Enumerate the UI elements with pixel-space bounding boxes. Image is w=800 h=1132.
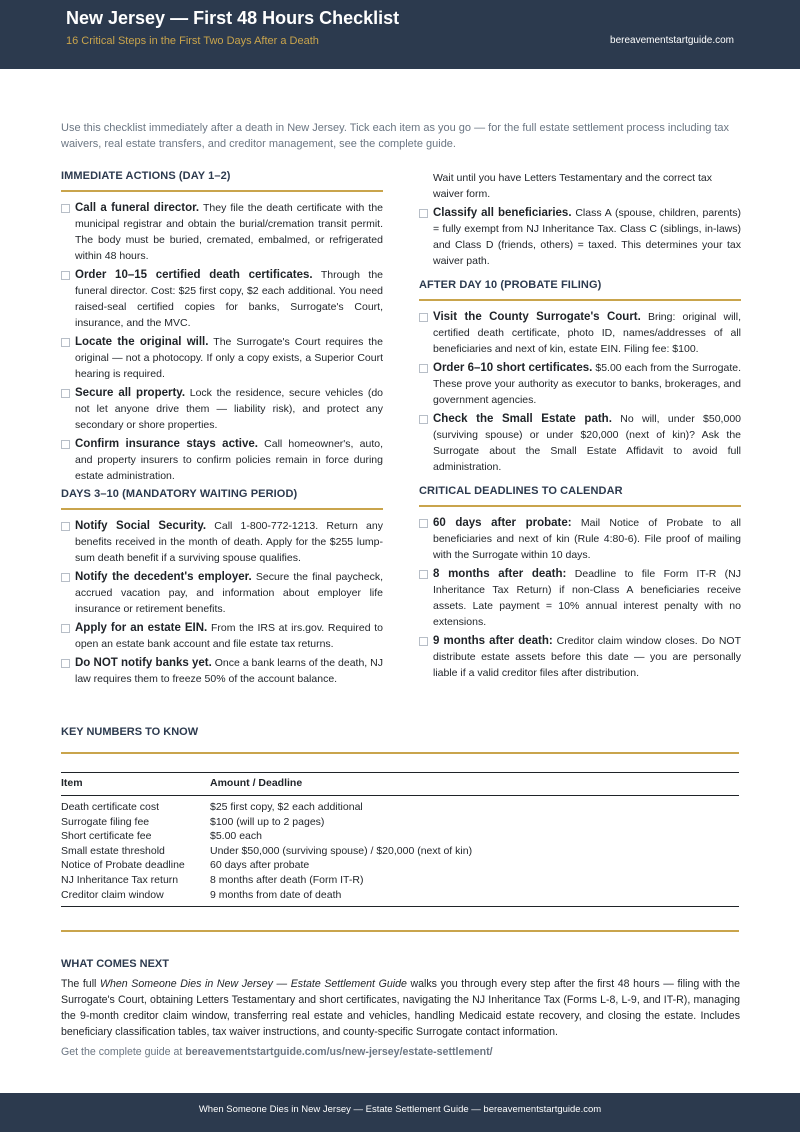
guide-link-line [61, 1046, 493, 1058]
table-cell-item: Small estate threshold [61, 844, 165, 857]
table-cell-amount: $5.00 each [210, 830, 262, 843]
checkbox[interactable] [61, 659, 70, 668]
item-lead: Do NOT notify banks yet. [75, 657, 212, 669]
checklist-item[interactable] [61, 620, 383, 652]
item-lead: Apply for an estate EIN. [75, 622, 208, 634]
checklist-item[interactable] [61, 385, 383, 433]
item-continuation: Wait until you have Letters Testamentary and the correct tax waiver form. [433, 172, 712, 200]
intro-text: Use this checklist immediately after a death in New Jersey. Tick each item as you go — for the full estate settlement process including tax waivers, real estate transfers, and creditor management, see the complete guide. [61, 122, 730, 150]
item-text: Creditor claim window closes. Do NOT distribute estate assets before this date — you are personally liable if a valid creditor files after distribution. [433, 635, 742, 679]
checklist-days3to10 [61, 518, 383, 687]
item-lead: Classify all beneficiaries. [433, 207, 572, 219]
checklist-item[interactable] [419, 566, 741, 630]
table-cell-amount: $25 first copy, $2 each additional [210, 801, 363, 813]
table-row [61, 858, 739, 873]
section-heading-deadlines: CRITICAL DEADLINES TO CALENDAR [419, 485, 741, 507]
column-header-amount: Amount / Deadline [210, 773, 739, 796]
table-cell-amount: 9 months from date of death [210, 888, 342, 901]
next-body-text: walks you through every step after the first 48 hours — filing with the Surrogate's Court, obtaining Letters Testamentary and short certificates, navigating the NJ Inheritance Tax (Forms L-8, L-9, and IT-R), managing the 9-month creditor claim window, transferring real estate and vehicles, handling Medicaid estate recovery, and closing the estate. Includes beneficiary classification tables, tax waiver instructions, and county-specific Surrogate contact information. [61, 978, 741, 1038]
item-lead: Order 10–15 certified death certificates. [75, 269, 313, 281]
checkbox[interactable] [419, 364, 428, 373]
checkbox[interactable] [61, 338, 70, 347]
guide-url-link[interactable]: bereavementstartguide.com/us/new-jersey/estate-settlement/ [185, 1046, 493, 1058]
checklist-item[interactable] [61, 569, 383, 617]
item-text: Call homeowner's, auto, and property insurers to confirm policies remain in force during estate administration. [75, 438, 383, 482]
item-lead: 9 months after death: [433, 635, 553, 647]
table-cell-item: Surrogate filing fee [61, 815, 150, 828]
table-row [61, 796, 739, 815]
item-lead: 8 months after death: [433, 568, 567, 580]
item-text: From the IRS at irs.gov. Required to open an estate bank account and file estate tax returns. [75, 622, 383, 650]
table-row [61, 873, 739, 888]
next-paragraph [61, 976, 740, 1040]
checklist-item[interactable] [419, 633, 741, 681]
checklist-immediate [61, 200, 383, 484]
item-text: Once a bank learns of the death, NJ law requires them to freeze 50% of the account balance. [75, 657, 383, 685]
section-heading-days3to10: DAYS 3–10 (MANDATORY WAITING PERIOD) [61, 488, 383, 510]
checkbox[interactable] [61, 440, 70, 449]
item-text: Call 1-800-772-1213. Return any benefits received in the month of death. Apply for the $255 lump-sum death benefit if a surviving spouse qualifies. [75, 520, 383, 564]
checkbox[interactable] [419, 637, 428, 646]
section-heading-immediate: IMMEDIATE ACTIONS (DAY 1–2) [61, 170, 383, 192]
checklist-deadlines [419, 515, 741, 681]
item-lead: Notify the decedent's employer. [75, 571, 252, 583]
item-text: Deadline to file Form IT-R (NJ Inheritance Tax Return) if non-Class A beneficiaries receive assets. Late payment = 10% annual interest penalty with no extensions. [433, 568, 742, 628]
checkbox[interactable] [61, 573, 70, 582]
item-lead: Check the Small Estate path. [433, 413, 612, 425]
checkbox[interactable] [61, 204, 70, 213]
page-subtitle: 16 Critical Steps in the First Two Days After a Death [66, 35, 319, 47]
table-cell-item: Death certificate cost [61, 801, 160, 813]
checklist-item[interactable] [419, 360, 741, 408]
checklist-days3to10-cont [419, 205, 741, 269]
item-text: Lock the residence, secure vehicles (do not let anyone drive them — liability risk), and protect any secondary or shore properties. [75, 387, 384, 431]
header-site-link[interactable]: bereavementstartguide.com [610, 35, 734, 46]
item-text: Through the funeral director. Cost: $25 first copy, $2 each additional. You need raised-seal certified copies for banks, Surrogate's Court, insurance, and the MVC. [75, 269, 384, 329]
checklist-item[interactable] [419, 205, 741, 269]
table-row [61, 844, 739, 859]
table-cell-amount: 60 days after probate [210, 859, 310, 872]
item-text: Bring: original will, certified death certificate, photo ID, names/addresses of all beneficiaries and next of kin, estate EIN. Filing fee: $100. [433, 311, 741, 355]
item-lead: Confirm insurance stays active. [75, 438, 258, 450]
checklist-item[interactable] [61, 200, 383, 264]
checkbox[interactable] [61, 624, 70, 633]
item-text: Secure the final paycheck, accrued vacation pay, and information about employer life insurance or retirement benefits. [75, 571, 383, 615]
checklist-item[interactable] [419, 515, 741, 563]
checklist-item[interactable] [61, 518, 383, 566]
table-cell-item: Notice of Probate deadline [61, 859, 185, 872]
checkbox[interactable] [61, 271, 70, 280]
page-title: New Jersey — First 48 Hours Checklist [66, 8, 400, 28]
checkbox[interactable] [419, 209, 428, 218]
checklist-item[interactable] [61, 334, 383, 382]
item-lead: 60 days after probate: [433, 517, 572, 529]
checklist-item[interactable] [61, 655, 383, 687]
item-text: Class A (spouse, children, parents) = fully exempt from NJ Inheritance Tax. Class C (siblings, in-laws) and Class D (friends, others) = taxed. This determines your tax waiver path. [433, 207, 742, 267]
table-cell-amount: 8 months after death (Form IT-R) [210, 873, 364, 886]
table-cell-item: NJ Inheritance Tax return [61, 873, 179, 886]
section-heading-next: WHAT COMES NEXT [61, 958, 169, 970]
checkbox[interactable] [419, 519, 428, 528]
table-row [61, 829, 739, 844]
item-text: Mail Notice of Probate to all beneficiaries and next of kin (Rule 4:80-6). File proof of mailing with the Surrogate within 10 days. [433, 517, 742, 561]
section-heading-probate: AFTER DAY 10 (PROBATE FILING) [419, 279, 741, 301]
column-header-item: Item [61, 773, 210, 796]
page-footer: When Someone Dies in New Jersey — Estate Settlement Guide — bereavementstartguide.com [0, 1093, 800, 1132]
checkbox[interactable] [61, 389, 70, 398]
checklist-item[interactable] [419, 411, 741, 475]
table-row [61, 815, 739, 830]
table-cell-amount: $100 (will up to 2 pages) [210, 815, 325, 828]
section-heading-key-numbers: KEY NUMBERS TO KNOW [61, 726, 739, 754]
table-cell-amount: Under $50,000 (surviving spouse) / $20,000 (next of kin) [210, 844, 473, 857]
left-column [61, 170, 383, 690]
checklist-item[interactable] [61, 267, 383, 331]
item-lead: Order 6–10 short certificates. [433, 362, 593, 374]
key-numbers-table [61, 772, 739, 907]
table-cell-item: Creditor claim window [61, 888, 164, 901]
page-header [0, 0, 800, 69]
right-column [419, 170, 741, 684]
item-text: They file the death certificate with the municipal registrar and obtain the burial/cremation transit permit. The body must be buried, cremated, embalmed, or refrigerated within 48 hours. [75, 202, 384, 262]
table-header-row [61, 773, 739, 796]
guide-title: When Someone Dies in New Jersey — Estate Settlement Guide [100, 978, 407, 990]
divider [61, 930, 739, 932]
checkbox[interactable] [419, 313, 428, 322]
checklist-probate [419, 309, 741, 475]
item-text: No will, under $50,000 (surviving spouse) or under $20,000 (next of kin)? Ask the Surrogate about the Small Estate Affidavit to avoid full administration. [433, 413, 741, 473]
next-prefix: The full [61, 978, 101, 990]
checklist-item[interactable] [61, 436, 383, 484]
item-text: The Surrogate's Court requires the original — not a photocopy. If only a copy exists, a Superior Court hearing is required. [75, 336, 383, 380]
link-prefix: Get the complete guide at [61, 1046, 186, 1058]
item-lead: Notify Social Security. [75, 520, 207, 532]
item-lead: Locate the original will. [75, 336, 209, 348]
checkbox[interactable] [419, 570, 428, 579]
item-lead: Secure all property. [75, 387, 186, 399]
checkbox[interactable] [419, 415, 428, 424]
checklist-item[interactable] [419, 309, 741, 357]
item-lead: Call a funeral director. [75, 202, 200, 214]
item-lead: Visit the County Surrogate's Court. [433, 311, 641, 323]
checkbox[interactable] [61, 522, 70, 531]
table-cell-item: Short certificate fee [61, 830, 152, 843]
table-row [61, 888, 739, 907]
item-text: $5.00 each from the Surrogate. These prove your authority as executor to banks, brokerages, and government agencies. [433, 362, 741, 406]
